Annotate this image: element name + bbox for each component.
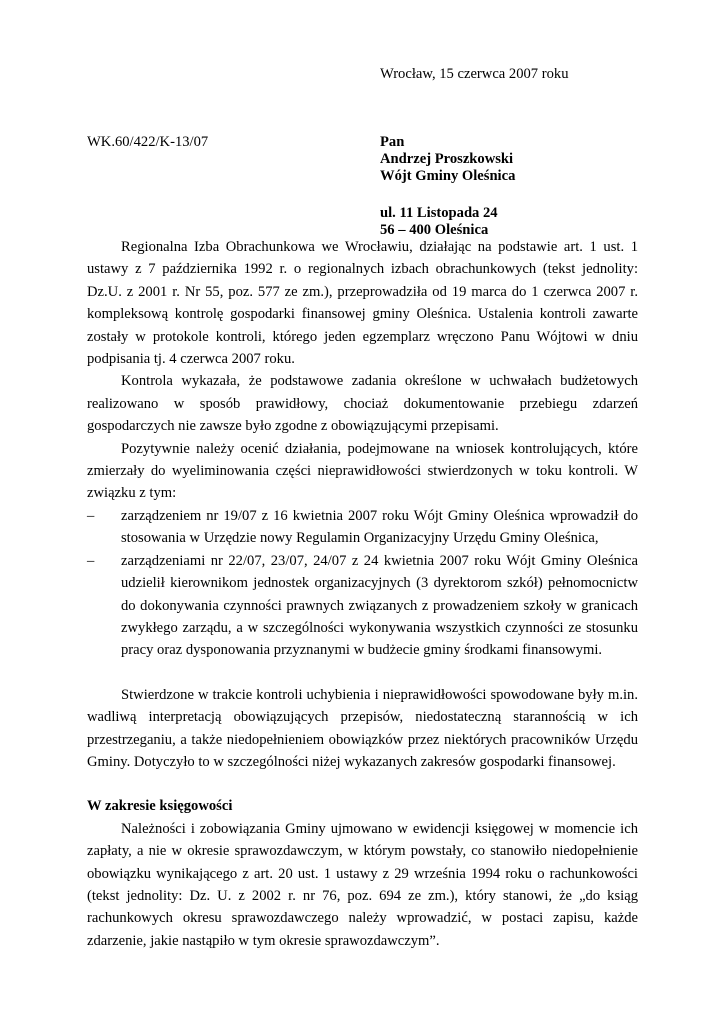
paragraph-4: Stwierdzone w trakcie kontroli uchybienia i nieprawidłowości spowodowane były m.in. wadliwą interpretacją obowiązujących przepisów, niedostateczną starannością w ich przestrzeganiu, a także niedopełnieniem obowiązków przez niektórych pracowników Urzędu Gminy. Dotyczyło to w szczególności niżej wykazanych zakresów gospodarki finansowej. — [87, 686, 638, 770]
paragraph-spacer — [87, 773, 638, 795]
dash-bullet: – — [87, 507, 95, 524]
paragraph-spacer — [87, 662, 638, 684]
addressee-postal: 56 – 400 Oleśnica — [380, 222, 489, 238]
place-date: Wrocław, 15 czerwca 2007 roku — [380, 66, 569, 82]
paragraph-1: Regionalna Izba Obrachunkowa we Wrocławiu, działając na podstawie art. 1 ust. 1 ustawy z 7 października 1992 r. o regionalnych izbach obrachunkowych (tekst jednolity: Dz.U. z 2001 r. Nr 55, poz. 577 ze zm.), przeprowadziła od 19 marca do 1 czerwca 2007 r. kompleksową kontrolę gospodarki finansowej gminy Oleśnica. Ustalenia kontroli zawarte zostały w protokole kontroli, którego jeden egzemplarz wręczono Panu Wójtowi w dniu podpisania tj. 4 czerwca 2007 roku. — [87, 239, 638, 368]
list-item — [87, 550, 638, 662]
paragraph-3: Pozytywnie należy ocenić działania, podejmowane na wniosek kontrolujących, które zmierzały do wyeliminowania części nieprawidłowości stwierdzonych w toku kontroli. W związku z tym: — [87, 440, 638, 502]
list-item-text: zarządzeniem nr 19/07 z 16 kwietnia 2007 roku Wójt Gminy Oleśnica wprowadził do stosowania w Urzędzie nowy Regulamin Organizacyjny Urzędu Gminy Oleśnica, — [121, 507, 638, 547]
list-item — [87, 505, 638, 550]
addressee-street: ul. 11 Listopada 24 — [380, 205, 498, 221]
paragraph-5: Należności i zobowiązania Gminy ujmowano w ewidencji księgowej w momencie ich zapłaty, a nie w okresie sprawozdawczym, w którym powstały, co stanowiło niedopełnienie obowiązku wynikającego z art. 20 ust. 1 ustawy z 29 września 1994 roku o rachunkowości (tekst jednolity: Dz. U. z 2002 r. nr 76, poz. 694 ze zm.), który stanowi, że „do ksiąg rachunkowych okresu sprawozdawczego należy wprowadzić, w postaci zapisu, każde zdarzenie, jakie nastąpiło w tym okresie sprawozdawczym”. — [87, 820, 638, 949]
measures-list — [87, 505, 638, 662]
address-gap — [380, 185, 515, 205]
letter-body — [87, 236, 638, 952]
paragraph-2: Kontrola wykazała, że podstawowe zadania określone w uchwałach budżetowych realizowano w sposób prawidłowy, chociaż dokumentowanie przebiegu zdarzeń gospodarczych nie zawsze było zgodne z obowiązującymi przepisami. — [87, 373, 638, 435]
section-heading: W zakresie księgowości — [87, 798, 233, 815]
addressee-name: Andrzej Proszkowski — [380, 151, 514, 167]
addressee-block — [380, 134, 515, 239]
reference-number: WK.60/422/K-13/07 — [87, 134, 209, 150]
addressee-position: Wójt Gminy Oleśnica — [380, 168, 516, 184]
dash-bullet: – — [87, 552, 95, 569]
list-item-text: zarządzeniami nr 22/07, 23/07, 24/07 z 24 kwietnia 2007 roku Wójt Gminy Oleśnica udzielił kierownikom jednostek organizacyjnych (3 dyrektorom szkół) pełnomocnictw do dokonywania czynności prawnych związanych z prowadzeniem szkoły w granicach zwykłego zarządu, a w szczególności wykonywania wszystkich czynności ze stosunku pracy oraz dysponowania przyznanymi w budżecie gminy środkami finansowymi. — [121, 552, 638, 659]
addressee-title: Pan — [380, 134, 405, 150]
